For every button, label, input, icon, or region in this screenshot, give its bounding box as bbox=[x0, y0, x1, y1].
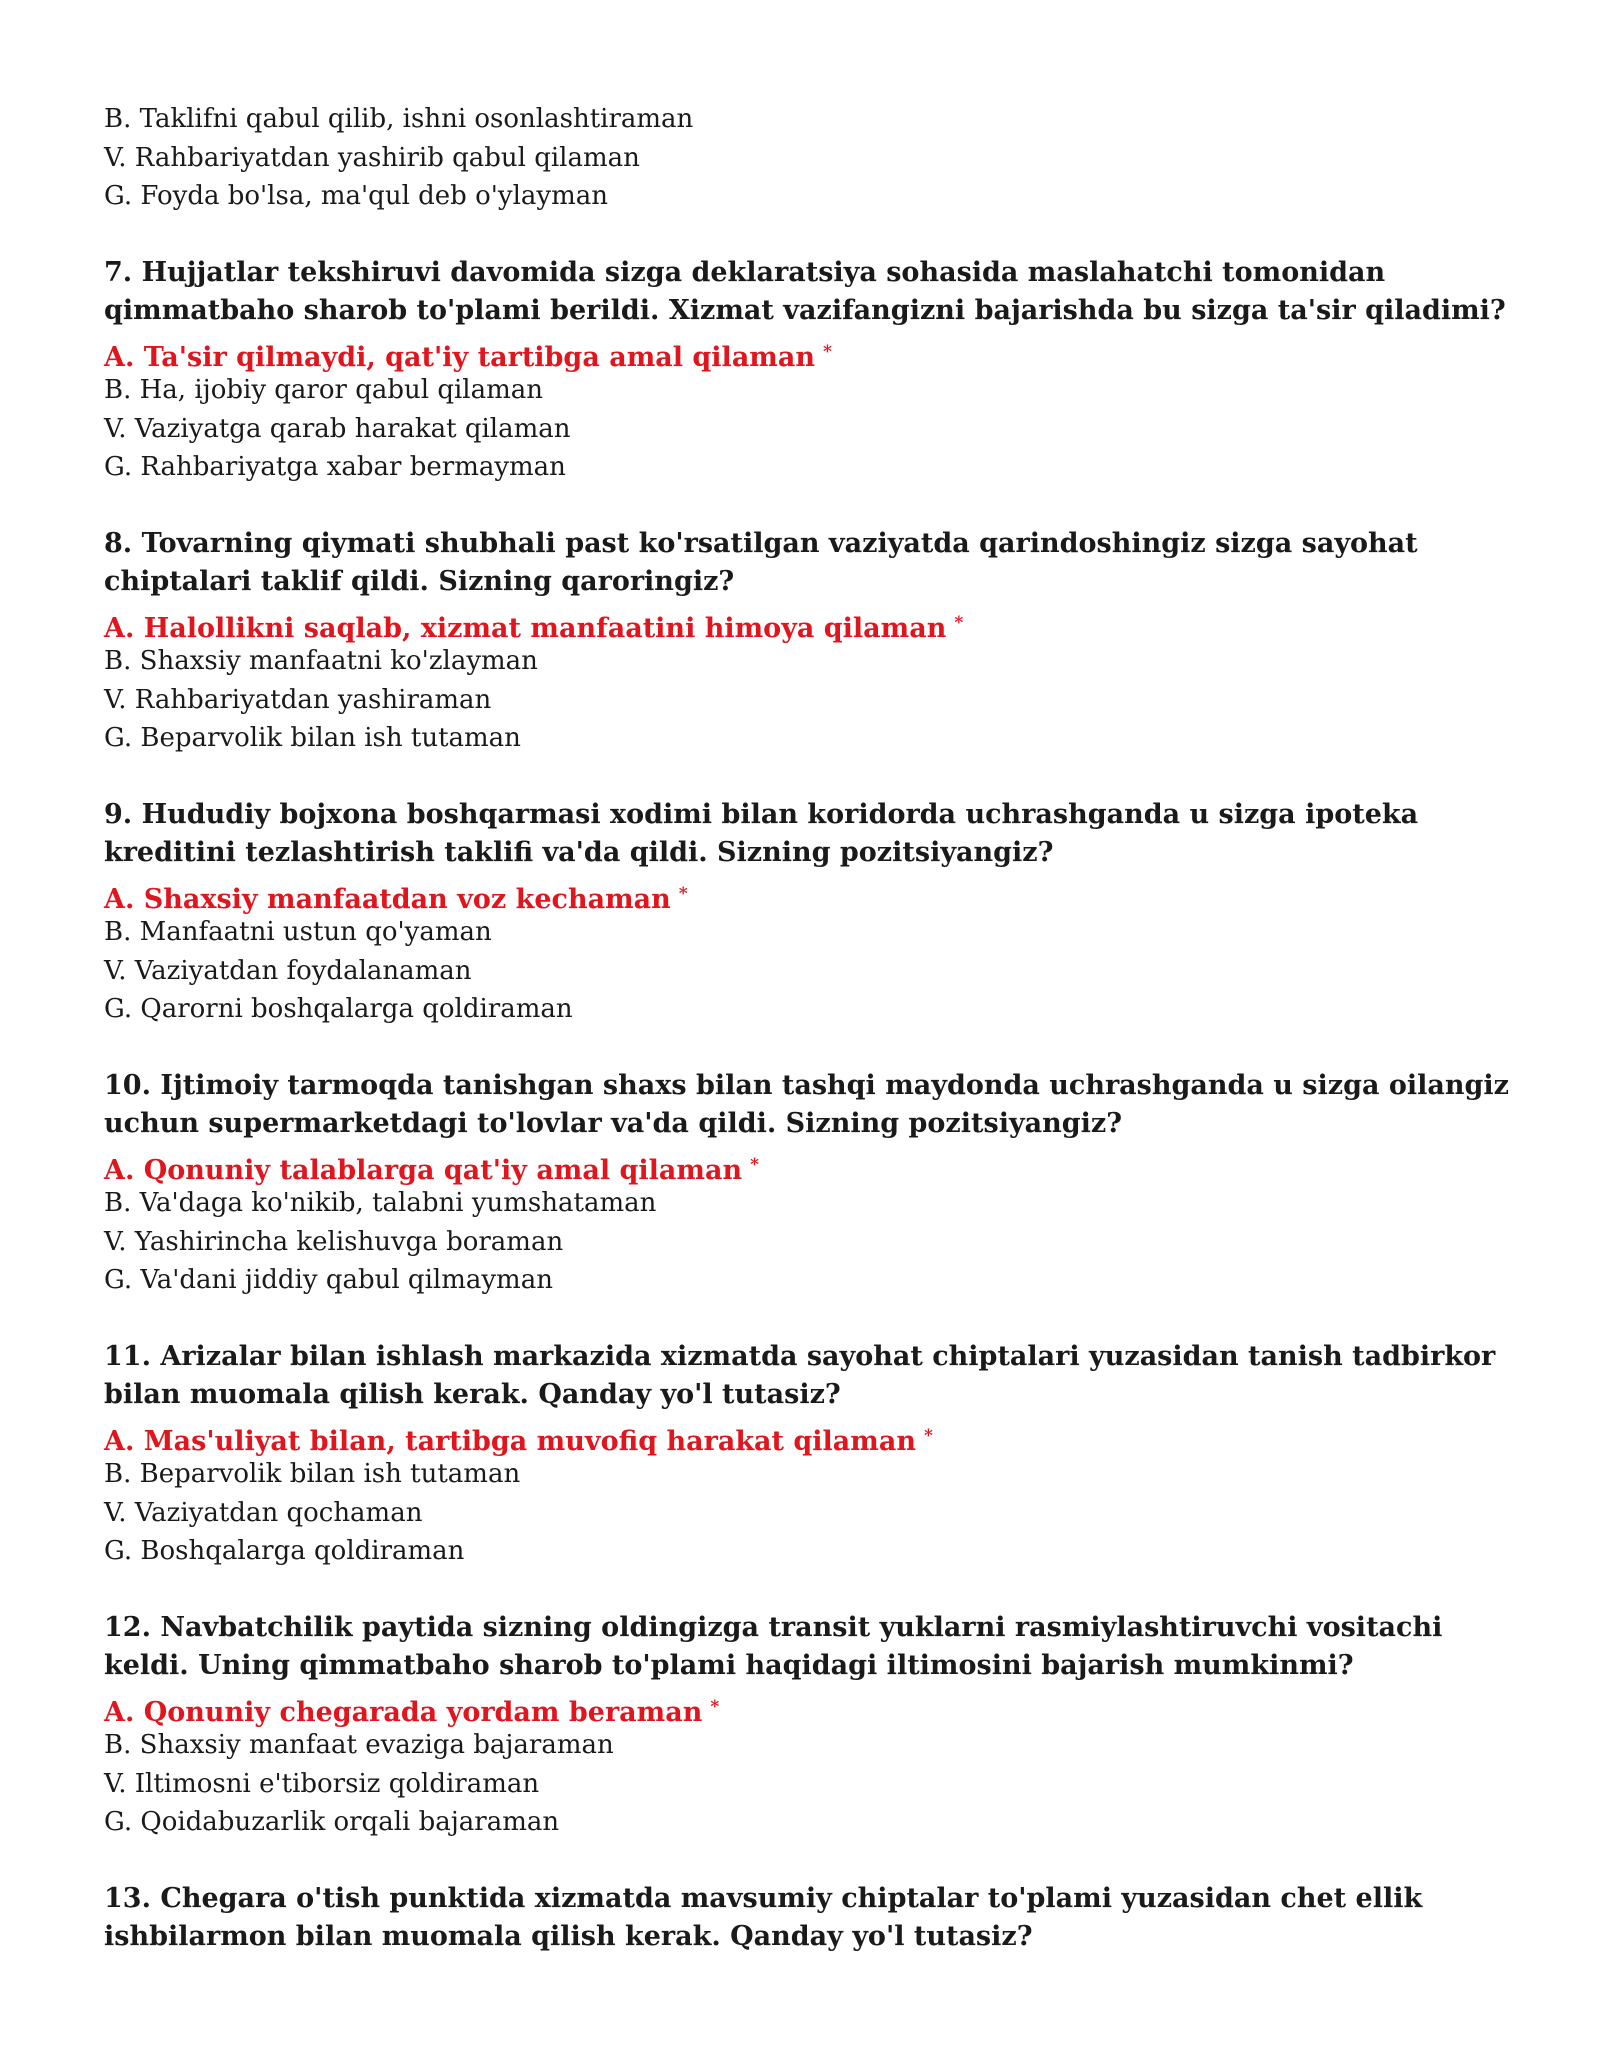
question-13 bbox=[104, 1880, 1524, 1957]
question-text: 9. Hududiy bojxona boshqarmasi xodimi bilan koridorda uchrashganda u sizga ipoteka kreditini tezlashtirish taklifi va'da qildi. Sizning pozitsiyangiz? bbox=[104, 798, 1419, 868]
option-b: B. Shaxsiy manfaatni ko'zlayman bbox=[104, 646, 538, 676]
question-12 bbox=[104, 1609, 1524, 1842]
option-b: B. Manfaatni ustun qo'yaman bbox=[104, 917, 492, 947]
option-v: V. Vaziyatdan qochaman bbox=[104, 1497, 423, 1528]
option-v: V. Rahbariyatdan yashirib qabul qilaman bbox=[104, 142, 640, 173]
correct-answer bbox=[104, 1417, 1524, 1456]
option-v: V. Iltimosni e'tiborsiz qoldiraman bbox=[104, 1768, 540, 1799]
answer-text: A. Halollikni saqlab, xizmat manfaatini himoya qilaman bbox=[104, 612, 947, 644]
option-g: G. Foyda bo'lsa, ma'qul deb o'ylayman bbox=[104, 181, 608, 211]
question-text: 11. Arizalar bilan ishlash markazida xizmatda sayohat chiptalari yuzasidan tanish tadbirkor bilan muomala qilish kerak. Qanday yo'l tutasiz? bbox=[104, 1340, 1496, 1410]
correct-answer bbox=[104, 333, 1524, 372]
option-g: G. Qarorni boshqalarga qoldiraman bbox=[104, 994, 573, 1024]
option-v: V. Vaziyatdan foydalanaman bbox=[104, 955, 472, 986]
correct-marker: * bbox=[823, 341, 832, 362]
question-7 bbox=[104, 254, 1524, 487]
option-g: G. Qoidabuzarlik orqali bajaraman bbox=[104, 1807, 560, 1837]
question-text: 13. Chegara o'tish punktida xizmatda mavsumiy chiptalar to'plami yuzasidan chet ellik ishbilarmon bilan muomala qilish kerak. Qanday yo'l tutasiz? bbox=[104, 1882, 1423, 1952]
answer-text: A. Ta'sir qilmaydi, qat'iy tartibga amal qilaman bbox=[104, 341, 816, 373]
option-b: B. Ha, ijobiy qaror qabul qilaman bbox=[104, 375, 543, 405]
document-page bbox=[104, 100, 1524, 1959]
correct-answer bbox=[104, 1688, 1524, 1727]
question-text: 10. Ijtimoiy tarmoqda tanishgan shaxs bilan tashqi maydonda uchrashganda u sizga oilangiz uchun supermarketdagi to'lovlar va'da qildi. Sizning pozitsiyangiz? bbox=[104, 1069, 1509, 1139]
intro-options bbox=[104, 100, 1524, 216]
option-b: B. Beparvolik bilan ish tutaman bbox=[104, 1459, 521, 1489]
question-9 bbox=[104, 796, 1524, 1029]
answer-text: A. Qonuniy talablarga qat'iy amal qilaman bbox=[104, 1154, 743, 1186]
question-11 bbox=[104, 1338, 1524, 1571]
question-text: 7. Hujjatlar tekshiruvi davomida sizga deklaratsiya sohasida maslahatchi tomonidan qimmatbaho sharob to'plami berildi. Xizmat vazifangizni bajarishda bu sizga ta'sir qiladimi? bbox=[104, 256, 1506, 326]
question-text: 8. Tovarning qiymati shubhali past ko'rsatilgan vaziyatda qarindoshingiz sizga sayohat chiptalari taklif qildi. Sizning qaroringiz? bbox=[104, 527, 1418, 597]
correct-marker: * bbox=[678, 883, 688, 904]
correct-answer bbox=[104, 1146, 1524, 1185]
answer-text: A. Shaxsiy manfaatdan voz kechaman bbox=[104, 883, 671, 915]
option-v: V. Vaziyatga qarab harakat qilaman bbox=[104, 413, 571, 444]
correct-marker: * bbox=[750, 1154, 760, 1175]
correct-marker: * bbox=[710, 1696, 720, 1717]
option-v: V. Yashirincha kelishuvga boraman bbox=[104, 1226, 564, 1257]
option-v: V. Rahbariyatdan yashiraman bbox=[104, 684, 492, 715]
answer-text: A. Qonuniy chegarada yordam beraman bbox=[104, 1696, 703, 1728]
option-g: G. Va'dani jiddiy qabul qilmayman bbox=[104, 1265, 553, 1295]
option-b: B. Va'daga ko'nikib, talabni yumshataman bbox=[104, 1188, 657, 1218]
option-b: B. Shaxsiy manfaat evaziga bajaraman bbox=[104, 1730, 614, 1760]
option-g: G. Boshqalarga qoldiraman bbox=[104, 1536, 465, 1566]
option-b: B. Taklifni qabul qilib, ishni osonlashtiraman bbox=[104, 104, 694, 134]
correct-answer bbox=[104, 604, 1524, 643]
question-8 bbox=[104, 525, 1524, 758]
correct-marker: * bbox=[924, 1425, 933, 1446]
answer-text: A. Mas'uliyat bilan, tartibga muvofiq harakat qilaman bbox=[104, 1425, 916, 1457]
correct-marker: * bbox=[954, 612, 964, 633]
option-g: G. Rahbariyatga xabar bermayman bbox=[104, 452, 566, 482]
question-text: 12. Navbatchilik paytida sizning oldingizga transit yuklarni rasmiylashtiruvchi vositachi keldi. Uning qimmatbaho sharob to'plami haqidagi iltimosini bajarish mumkinmi? bbox=[104, 1611, 1443, 1681]
correct-answer bbox=[104, 875, 1524, 914]
question-10 bbox=[104, 1067, 1524, 1300]
option-g: G. Beparvolik bilan ish tutaman bbox=[104, 723, 521, 753]
